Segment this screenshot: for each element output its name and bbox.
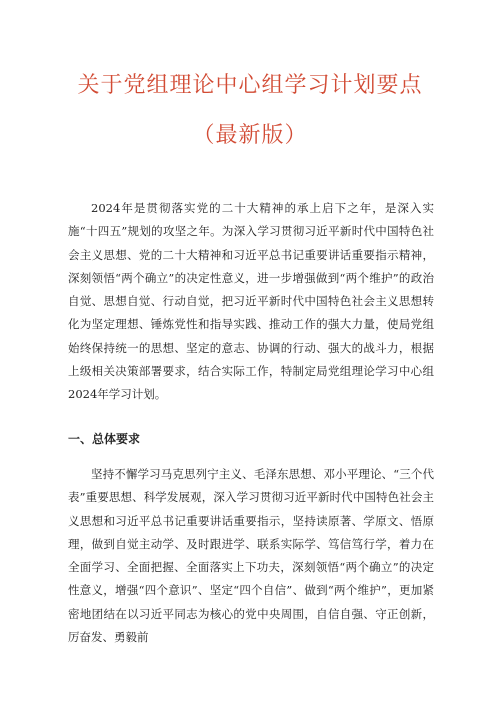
intro-paragraph: 2024年是贯彻落实党的二十大精神的承上启下之年，是深入实施“十四五”规划的攻坚之年。为深入学习贯彻习近平新时代中国特色社会主义思想、党的二十大精神和习近平总书记重要讲话重要指示精神，深刻领悟“两个确立”的决定性意义，进一步增强做到“两个维护”的政治自觉、思想自觉、行动自觉，把习近平新时代中国特色社会主义思想转化为坚定理想、锤炼党性和指导实践、推动工作的强大力量，使局党组始终保持统一的思想、坚定的意志、协调的行动、强大的战斗力，根据上级相关决策部署要求，结合实际工作，特制定局党组理论学习中心组2024年学习计划。 bbox=[68, 201, 434, 402]
section-heading-general-requirements: 一、总体要求 bbox=[68, 432, 141, 446]
general-requirements-paragraph: 坚持不懈学习马克思列宁主义、毛泽东思想、邓小平理论、“三个代表”重要思想、科学发展观，深入学习贯彻习近平新时代中国特色社会主义思想和习近平总书记重要讲话重要指示，坚持读原著、学原文、悟原理，做到自觉主动学、及时跟进学、联系实际学、笃信笃行学，着力在全面学习、全面把握、全面落实上下功夫，深刻领悟“两个确立”的决定性意义，增强“四个意识”、坚定“四个自信”、做到“两个维护”，更加紧密地团结在以习近平同志为核心的党中央周围，自信自强、守正创新，厉奋发、勇毅前 bbox=[68, 467, 434, 645]
document-title: 关于党组理论中心组学习计划要点 bbox=[77, 73, 423, 98]
document-subtitle: （最新版） bbox=[192, 123, 308, 148]
